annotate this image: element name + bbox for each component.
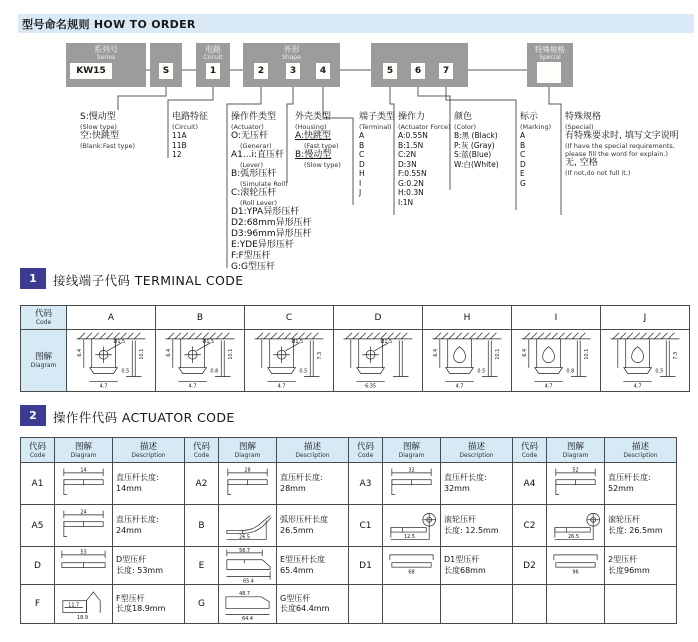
legend-line: H	[359, 169, 365, 178]
actuator-row	[21, 585, 677, 623]
actuator-desc-cell	[113, 505, 185, 547]
actuator-diagram-cell	[219, 585, 277, 623]
legend-line: 11A	[172, 131, 187, 140]
svg-text:0.5: 0.5	[655, 368, 664, 375]
actuator-desc-cell	[441, 547, 513, 585]
actuator-desc-line: 长度96mm	[608, 565, 650, 575]
legend-line: G:0.2N	[398, 178, 424, 188]
series-code: KW15	[70, 63, 112, 79]
actuator-code-cell: C2	[513, 505, 547, 547]
terminal-header-code-cn: 代码	[34, 309, 52, 319]
legend-col-terminal	[359, 112, 395, 198]
svg-text:96: 96	[572, 569, 579, 576]
legend-line: B:慢动型	[295, 150, 332, 160]
actuator-desc-line: 直压杆长度:	[280, 473, 323, 482]
svg-text:4.7: 4.7	[455, 383, 464, 390]
svg-text:26.5: 26.5	[568, 533, 580, 540]
force-code-5: 5	[383, 63, 397, 79]
terminal-diagram-B	[156, 330, 245, 392]
actuator-table	[20, 437, 677, 624]
legend-line: 电路特征	[172, 112, 209, 122]
actuator-desc-line: 直压杆长度:	[444, 473, 487, 482]
legend-line: 操作力	[398, 112, 426, 122]
svg-text:6.4: 6.4	[165, 348, 172, 357]
svg-text:65.4: 65.4	[243, 578, 254, 585]
legend-line: 空:快跳型	[80, 131, 120, 141]
actuator-code-cell	[349, 585, 383, 623]
circuit-label-en: Circuit	[203, 54, 223, 61]
series-label-en: Series	[96, 54, 116, 61]
legend-line: J	[359, 188, 362, 197]
circuit-code: 1	[206, 63, 220, 79]
legend-line: (Roll Lever)	[240, 199, 277, 207]
special-code-empty	[537, 62, 561, 83]
legend-col-color	[454, 112, 499, 169]
terminal-col-I: I	[512, 306, 601, 330]
legend-line: B	[520, 140, 526, 150]
actuator-desc-cell	[605, 585, 677, 623]
actuator-desc-line: 长度64.4mm	[280, 604, 330, 614]
terminal-header-code-en: Code	[35, 319, 52, 326]
terminal-col-A: A	[67, 306, 156, 330]
legend-line: D:3N	[398, 159, 417, 169]
legend-line: (Generar)	[240, 142, 272, 150]
legend-line: D	[520, 159, 526, 169]
actuator-desc-line: 长度: 12.5mm	[444, 525, 499, 535]
legend-line: H:0.3N	[398, 188, 424, 197]
legend-line: (Housing)	[295, 123, 327, 131]
legend-line: G	[520, 178, 526, 188]
svg-text:56.7: 56.7	[239, 547, 251, 554]
svg-text:4.7: 4.7	[188, 383, 197, 390]
legend-line: S:蓝(Blue)	[454, 150, 492, 159]
svg-text:4.7: 4.7	[544, 383, 553, 390]
legend-line: please fill the word for explain.)	[565, 150, 669, 158]
svg-text:26.5: 26.5	[239, 534, 251, 541]
section1-badge: 1	[20, 268, 46, 289]
legend-line: A:快跳型	[295, 131, 332, 141]
legend-line: (If have the special requirements,	[565, 142, 675, 150]
circuit-box	[196, 43, 230, 87]
actuator-code-cell: D1	[349, 547, 383, 585]
actuator-code-cell: D	[21, 547, 55, 585]
special-box	[527, 43, 573, 87]
actuator-diagram-cell	[547, 463, 605, 505]
legend-line: 外壳类型	[295, 112, 332, 122]
actuator-diagram-cell	[383, 585, 441, 623]
actuator-desc-line: 65.4mm	[280, 565, 314, 575]
legend-line: P:灰 (Gray)	[454, 140, 495, 150]
svg-text:48.7: 48.7	[239, 591, 251, 598]
page-title: 型号命名规则 HOW TO ORDER	[22, 17, 196, 31]
svg-text:52: 52	[572, 467, 579, 474]
legend-line: D	[359, 159, 365, 169]
terminal-row-label	[21, 330, 67, 392]
svg-text:6.4: 6.4	[432, 348, 439, 357]
actuator-desc-cell	[605, 505, 677, 547]
actuator-desc-line: 直压杆长度:	[608, 473, 651, 482]
force-code-6: 6	[411, 63, 425, 79]
legend-line: (Special)	[565, 123, 594, 131]
legend-line: (If not,do not full it.)	[565, 169, 631, 177]
section2-badge: 2	[20, 405, 46, 426]
actuator-desc-line: 弧形压杆长度	[280, 515, 328, 524]
svg-text:4.7: 4.7	[633, 383, 642, 390]
svg-text:11.7: 11.7	[68, 602, 80, 609]
svg-text:6.4: 6.4	[76, 348, 83, 357]
terminal-header-code	[21, 306, 67, 330]
actuator-desc-cell	[277, 547, 349, 585]
legend-line: B	[359, 140, 365, 150]
actuator-desc-line: 直压杆长度:	[116, 515, 159, 524]
section1-title: 接线端子代码 TERMINAL CODE	[53, 273, 244, 288]
terminal-diagram-A	[67, 330, 156, 392]
legend-line: C	[359, 150, 365, 159]
shape-label-en: Shape	[282, 54, 301, 61]
actuator-desc-line: 直压杆长度:	[116, 473, 159, 482]
legend-line: 无, 空格	[565, 158, 598, 168]
legend-line: A	[359, 131, 365, 140]
terminal-col-D: D	[334, 306, 423, 330]
legend-line: E	[520, 169, 525, 178]
terminal-col-B: B	[156, 306, 245, 330]
legend-line: D1:YPA异形压杆	[231, 207, 300, 217]
terminal-col-C: C	[245, 306, 334, 330]
type-box	[150, 43, 182, 87]
actuator-desc-cell	[277, 463, 349, 505]
actuator-desc-line: G型压杆	[280, 593, 311, 603]
actuator-desc-cell	[605, 547, 677, 585]
actuator-diagram-cell	[219, 547, 277, 585]
svg-text:14: 14	[80, 467, 87, 474]
page-header-bar	[18, 14, 694, 33]
actuator-desc-line: D1型压杆	[444, 555, 480, 565]
svg-text:68: 68	[408, 569, 415, 576]
legend-line: B:1.5N	[398, 140, 424, 150]
legend-line: C	[520, 150, 526, 159]
svg-text:4.7: 4.7	[99, 383, 108, 390]
actuator-desc-line: 2型压杆	[608, 555, 638, 565]
legend-line: (Lever)	[240, 161, 264, 169]
circuit-label-cn: 电路	[205, 45, 221, 54]
legend-col-housing	[295, 112, 341, 169]
terminal-table-wrap	[20, 305, 690, 392]
shape-code-2: 2	[254, 63, 268, 79]
force-group-box	[371, 43, 468, 87]
actuator-code-cell: E	[185, 547, 219, 585]
legend-line: B:弧形压杆	[231, 169, 277, 179]
actuator-desc-line: E型压杆长度	[280, 555, 326, 565]
legend-line: A	[520, 131, 526, 140]
actuator-header-row: 代码 Code 图解 Diagram 描述 Description 代码 Code 图解 Diagram 描述 Description 代码 Code 图解 Diagram 描述 Description 代码 Code 图解 Diagram 描述 Description	[21, 438, 677, 463]
terminal-diagram-C	[245, 330, 334, 392]
actuator-diagram-cell	[547, 505, 605, 547]
legend-line: C:滚轮压杆	[231, 188, 277, 198]
svg-text:53: 53	[80, 549, 87, 556]
svg-text:Ø1.5: Ø1.5	[380, 338, 393, 345]
legend-line: (Blank:Fast type)	[80, 142, 136, 150]
actuator-code-cell	[513, 585, 547, 623]
actuator-code-cell: A4	[513, 463, 547, 505]
section2-title: 操作件代码 ACTUATOR CODE	[53, 410, 235, 425]
legend-line: (Simulate Roll)	[240, 180, 288, 188]
actuator-diagram-cell	[55, 463, 113, 505]
actuator-diagram-cell	[383, 505, 441, 547]
actuator-desc-line: 长度: 53mm	[116, 565, 164, 575]
type-code: S	[159, 63, 173, 79]
legend-line: (Circuit)	[172, 123, 198, 131]
actuator-desc-cell	[113, 463, 185, 505]
svg-text:10.1: 10.1	[584, 348, 591, 360]
svg-text:6.4: 6.4	[521, 348, 528, 357]
svg-text:4.7: 4.7	[277, 383, 286, 390]
legend-line: I:1N	[398, 197, 414, 207]
actuator-desc-line: D型压杆	[116, 555, 147, 565]
legend-line: (Actuator)	[231, 123, 264, 131]
actuator-code-cell: C1	[349, 505, 383, 547]
svg-text:64.4: 64.4	[242, 616, 253, 623]
actuator-desc-cell	[441, 585, 513, 623]
legend-line: 标示	[520, 112, 539, 122]
svg-text:Ø1.5: Ø1.5	[291, 338, 304, 345]
legend-col-special	[565, 112, 679, 177]
actuator-code-cell: G	[185, 585, 219, 623]
legend-line: 操作件类型	[231, 112, 277, 122]
terminal-row-label-cn: 图解	[34, 352, 52, 363]
actuator-diagram-cell	[55, 505, 113, 547]
actuator-code-cell: B	[185, 505, 219, 547]
legend-line: I	[359, 178, 362, 188]
svg-text:Ø1.5: Ø1.5	[113, 338, 126, 345]
svg-text:28: 28	[244, 467, 251, 474]
actuator-desc-cell	[113, 547, 185, 585]
actuator-code-cell: A1	[21, 463, 55, 505]
actuator-code-cell: D2	[513, 547, 547, 585]
legend-line: B:黑 (Black)	[454, 131, 498, 140]
legend-line: (Slow type)	[80, 123, 117, 131]
legend-line: 11B	[172, 140, 187, 150]
series-label-cn: 系列号	[94, 45, 118, 54]
svg-text:24: 24	[80, 509, 87, 516]
svg-text:0.5: 0.5	[299, 368, 308, 375]
terminal-diagram-D	[334, 330, 423, 392]
legend-col-force	[398, 112, 450, 207]
actuator-diagram-cell	[55, 547, 113, 585]
legend-line: A1...i:直压杆	[231, 150, 284, 160]
svg-text:0.5: 0.5	[121, 368, 130, 375]
shape-code-4: 4	[316, 63, 330, 79]
actuator-code-cell: F	[21, 585, 55, 623]
legend-line: 特殊规格	[565, 112, 602, 122]
terminal-diagram-J	[601, 330, 690, 392]
actuator-diagram-cell	[383, 463, 441, 505]
svg-text:0.5: 0.5	[477, 368, 486, 375]
terminal-diagram-I	[512, 330, 601, 392]
actuator-desc-cell	[605, 463, 677, 505]
actuator-desc-cell	[441, 505, 513, 547]
svg-text:10.1: 10.1	[228, 348, 235, 360]
legend-line: 有特殊要求时, 填写文字说明	[565, 131, 679, 141]
actuator-desc-line: 长度: 26.5mm	[608, 525, 663, 535]
svg-text:6.35: 6.35	[365, 383, 377, 390]
terminal-row-label-en: Diagram	[30, 362, 57, 370]
actuator-desc-line: 长度68mm	[444, 565, 486, 575]
legend-line: G:G型压杆	[231, 262, 275, 272]
terminal-diagram-H	[423, 330, 512, 392]
svg-text:10.1: 10.1	[139, 348, 146, 360]
svg-text:0.8: 0.8	[210, 368, 219, 375]
actuator-desc-line: 滚轮压杆	[608, 515, 640, 524]
actuator-row	[21, 547, 677, 585]
actuator-desc-line: 26.5mm	[280, 525, 314, 535]
legend-line: 端子类型	[359, 112, 396, 122]
terminal-col-J: J	[601, 306, 690, 330]
actuator-desc-cell	[113, 585, 185, 623]
force-code-7: 7	[439, 63, 453, 79]
actuator-code-cell: A5	[21, 505, 55, 547]
legend-col-marking	[520, 112, 551, 188]
actuator-desc-cell	[277, 585, 349, 623]
actuator-desc-line: F型压杆	[116, 593, 145, 603]
svg-text:Ø1.5: Ø1.5	[202, 338, 215, 345]
terminal-col-H: H	[423, 306, 512, 330]
legend-line: E:YDE异形压杆	[231, 240, 294, 250]
legend-line: (Slow type)	[304, 161, 341, 169]
actuator-desc-line: 28mm	[280, 483, 306, 493]
actuator-desc-line: 32mm	[444, 483, 470, 493]
svg-text:10.1: 10.1	[495, 348, 502, 360]
shape-box	[243, 43, 340, 87]
shape-code-3: 3	[286, 63, 300, 79]
legend-line: (Marking)	[520, 123, 552, 131]
legend-line: S:慢动型	[80, 112, 116, 122]
actuator-desc-line: 14mm	[116, 483, 142, 493]
terminal-table	[20, 305, 690, 392]
actuator-desc-line: 52mm	[608, 483, 634, 493]
special-label-en: Special	[539, 54, 561, 61]
svg-text:7.3: 7.3	[317, 351, 324, 360]
legend-line: (Terminal)	[359, 123, 392, 131]
actuator-row	[21, 505, 677, 547]
legend-line: D2:68mm异形压杆	[231, 218, 312, 228]
legend-line: F:0.55N	[398, 169, 427, 178]
actuator-desc-line: 24mm	[116, 525, 142, 535]
svg-text:7.3: 7.3	[673, 351, 680, 360]
legend-line: A:0.55N	[398, 131, 428, 140]
legend-line: (Actuator Force)	[398, 123, 451, 131]
actuator-desc-cell	[441, 463, 513, 505]
actuator-code-cell: A2	[185, 463, 219, 505]
legend-line: (Fast type)	[304, 142, 339, 150]
actuator-diagram-cell	[547, 585, 605, 623]
actuator-table-wrap	[20, 437, 677, 624]
series-box	[66, 43, 146, 87]
shape-label-cn: 外形	[283, 45, 300, 54]
actuator-diagram-cell	[547, 547, 605, 585]
actuator-code-cell: A3	[349, 463, 383, 505]
actuator-diagram-cell	[219, 505, 277, 547]
svg-text:32: 32	[408, 467, 415, 474]
actuator-diagram-cell	[383, 547, 441, 585]
legend-line: O:无压杆	[231, 131, 268, 141]
actuator-desc-line: 长度18.9mm	[116, 604, 166, 614]
legend-line: F:F型压杆	[231, 251, 271, 261]
svg-text:0.8: 0.8	[566, 368, 575, 375]
actuator-desc-line: 滚轮压杆	[444, 515, 476, 524]
legend-line: 颜色	[454, 112, 473, 122]
actuator-diagram-cell	[219, 463, 277, 505]
legend-col-type	[80, 112, 135, 150]
actuator-desc-cell	[277, 505, 349, 547]
legend-line: C:2N	[398, 150, 417, 159]
legend-line: (Color)	[454, 123, 477, 131]
legend-line: 12	[172, 150, 182, 159]
actuator-diagram-cell	[55, 585, 113, 623]
legend-col-circuit	[172, 112, 208, 160]
special-label-cn: 特殊规格	[535, 45, 565, 54]
svg-text:12.5: 12.5	[404, 533, 416, 540]
legend-line: D3:96mm异形压杆	[231, 229, 312, 239]
svg-text:18.9: 18.9	[77, 615, 88, 622]
actuator-row	[21, 463, 677, 505]
legend-line: W:白(White)	[454, 159, 499, 169]
